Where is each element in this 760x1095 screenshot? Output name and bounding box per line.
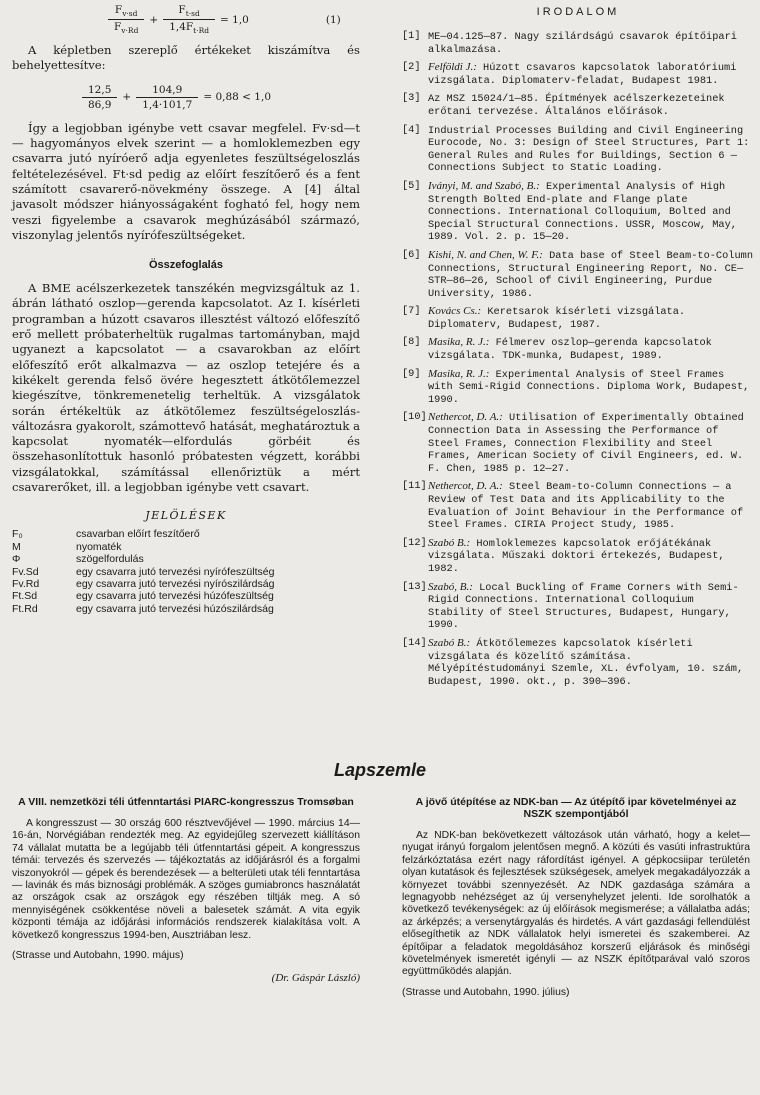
news-title: A jövő útépítése az NDK-ban — Az útépítő ipar követelményei az NSZK szempontjából <box>415 796 737 820</box>
formula-2-term-2: $\frac{104,9}{1,4\cdot 101,7}$ <box>136 84 198 111</box>
news-source: (Strasse und Autobahn, 1990. július) <box>402 986 570 998</box>
reference-item: [4] Industrial Processes Building and Civil Engineering Eurocode, No. 3: Design of Steel Structures, Part 1: General Rules and Rules for Buildings, Section 6 — Connections Subject to Static Loading. <box>402 123 750 175</box>
reference-item: [1] ME—04.125—87. Nagy szilárdságú csavarok építőipari alkalmazása. <box>402 30 737 56</box>
references-heading: IRODALOM <box>536 6 620 18</box>
formula-2: $\frac{12,5}{86,9}$ + $\frac{104,9}{1,4\cdot 101,7}$ = 0,88 < 1,0 <box>82 84 360 111</box>
right-column <box>402 4 754 693</box>
reference-item: [9] Masika, R. J.: Experimental Analysis of Steel Frames with Semi-Rigid Connections. Diploma Work, Budapest, 1990. <box>402 367 750 406</box>
result-paragraph: Így a legjobban igénybe vett csavar megfelel. Fv·sd—t — hagyományos elvek szerint — a homloklemezben egy csavarra jutó nyíróerő adja egyenletes feszültségeloszlás feltételezésével. Ft·sd pedig az előírt feszítőerő és a fent számított csavarerő-növekmény összege. A [4] által javasolt módszer hiányosságaként fogható fel, hogy nem veszi figyelembe a csavarok meghúzásából származó, viszonylag jelentős nyírófeszültségeket. <box>12 120 360 242</box>
formula-1-term-2: $\frac{F_{t\cdot sd}}{1,4F_{t\cdot Rd}}$ <box>163 4 215 35</box>
intro-paragraph: A képletben szereplő értékeket kiszámítva és behelyettesítve: <box>12 43 360 73</box>
section-title: Lapszemle <box>333 760 427 780</box>
summary-heading: Összefoglalás <box>149 259 223 272</box>
reference-item: [2] Felföldi J.: Húzott csavaros kapcsolatok laboratóriumi vizsgálata. Diplomaterv-feladat, Budapest 1981. <box>402 61 737 87</box>
notation-heading: JELÖLÉSEK <box>145 509 227 523</box>
left-column <box>12 4 360 615</box>
reference-item: [12] Szabó B.: Homloklemezes kapcsolatok erőjátékának vizsgálata. Műszaki doktori értekezés, Budapest, 1982. <box>402 536 725 575</box>
news-title: A VIII. nemzetközi téli útfenntartási PIARC-kongresszus Tromsøban <box>18 796 354 808</box>
notation-row: Fv.Sd egy csavarra jutó tervezési nyírófeszültség <box>12 565 275 578</box>
notation-row: Ft.Sd egy csavarra jutó tervezési húzófeszültség <box>12 590 274 603</box>
notation-row: Ft.Rd egy csavarra jutó tervezési húzószilárdság <box>12 602 274 615</box>
reference-item: [14] Szabó B.: Átkötőlemezes kapcsolatok kísérleti vizsgálata és közelítő számítása. Mélyépítéstudományi Szemle, XL. évfolyam, 10. szám, Budapest, 1990. okt., p. 390—396. <box>402 636 744 688</box>
summary-paragraph: A BME acélszerkezetek tanszékén megvizsgáltuk az 1. ábrán látható oszlop—gerenda kapcsolatot. Az I. kísérleti programban a húzott csavaros illesztést változó előfeszítő erő mellett próbaterheltük rugalmas tartományban, majd ugyanezt a kapcsolatot — a csavarokban az előírt előfeszítő erőt alkalmazva — az oszlop tetejére és a kikékelt gerenda felső övére hegesztett átkötőlemezzel kiegészítve, tönkremenetelig terheltük. A vizsgálatok során értékeltük az átkötőlemez feszültségeloszlás-változásra gyakorolt, számottevő hatását, meghatároztuk a kapcsolat nyomaték—elfordulás görbéit és összehasonlítottuk hasonló próbatesten végzett, korábbi vizsgálatokkal, számítással ellenőriztük a mért csavarerőket, ill. a legjobban igénybe vett csavart. <box>12 281 360 495</box>
reference-list <box>402 30 754 688</box>
news-source: (Strasse und Autobahn, 1990. május) <box>12 950 184 962</box>
notation-row: F₀ csavarban előírt feszítőerő <box>12 528 200 541</box>
news-body: A kongresszust — 30 ország 600 résztvevőjével — 1990. március 14—16-án, Norvégiában rendezték meg. Az egyidejűleg szervezett kiállításon 74 vállalat mutatta be a legújabb téli útfenntartási gépeit. A kongresszus témái: tervezés és szervezés — tájékoztatás az időjárásról és a forgalmi viszonyokról — gépek és berendezések — a belterületi utak téli fenntartása — lavinák és más biznosági problémák. A szöges gumiabroncs használatát az országok csak az országok egy részében tiltják meg. A só mennyiségének csökkentése növeli a balesetek számát. A vita egyik központi témája az időjárási információs rendszerek kialakítása volt. A következő kongresszus 1994-ben, Ausztriában lesz. <box>12 818 360 941</box>
formula-1: $\frac{F_{v\cdot sd}}{F_{v\cdot Rd}}$ + $\frac{F_{t\cdot sd}}{1,4F_{t\cdot Rd}}$ = 1,0 (1) <box>108 4 360 35</box>
reference-item: [8] Masika, R. J.: Félmerev oszlop—gerenda kapcsolatok vizsgálata. TDK-munka, Budapest, 1989. <box>402 336 712 363</box>
notation-row: M nyomaték <box>12 540 122 553</box>
news-article-left <box>12 796 360 984</box>
reference-item: [3] Az MSZ 15024/1—85. Építmények acélszerkezeteinek erőtani tervezése. Általános előírások. <box>402 92 725 118</box>
equation-number: (1) <box>325 13 341 26</box>
reference-item: [5] Iványi, M. and Szabó, B.: Experimental Analysis of High Strength Bolted End-plate and Flange plate Connections. International Colloquium, Bolted and Special Structural Connections. USSR, Moscow, May, 1989. Vol. 2. p. 15—20. <box>402 179 737 244</box>
news-author: (Dr. Gáspár László) <box>271 972 360 985</box>
notation-row: Φ szögelfordulás <box>12 553 144 566</box>
formula-1-term-1: $\frac{F_{v\cdot sd}}{F_{v\cdot Rd}}$ <box>108 4 144 35</box>
reference-item: [11] Nethercot, D. A.: Steel Beam-to-Column Connections — a Review of Test Data and its Applicability to the Evaluation of Joint Behaviour in the Performance of Steel Frames. CIRIA Project Study, 1985. <box>402 480 744 532</box>
news-body: Az NDK-ban bekövetkezett változások után várható, hogy a kelet—nyugat irányú forgalom jelentősen megnő. A közúti és vasúti infrastruktúra felzárkóztatása ezért nagy ráfordítást igényel. A gépkocsiipar területén olyan kutatások és fejlesztések szükségesek, amelyek megakadályozzák a környezet további szennyezését. Az NDK gazdasága számára a legnagyobb nehézséget az új versenyhelyzet jelenti. Ide sorolhatók a következő tevékenységek: az új előírások megismerése; a vállalatba adás; az árképzés; a versenytárgyalás és hirdetés. A várt gazdasági fellendülést elősegíthetik az NDK vállalatok helyi ismeretei és szakemberei. Az építőipar a feladatok megoldásához korszerű eljárások és minőségi követelmények ismeretét igényli — az NSZK építőtparával való szoros együttműködés alapján. <box>402 830 750 978</box>
notation-row: Fv.Rd egy csavarra jutó tervezési nyírószilárdság <box>12 577 275 590</box>
reference-item: [13] Szabó, B.: Local Buckling of Frame Corners with Semi-Rigid Connections. International Colloquium Stability of Steel Structures, Budapest, Hungary, 1990. <box>402 580 739 632</box>
news-article-right <box>402 796 750 999</box>
reference-item: [6] Kishi, N. and Chen, W. F.: Data base of Steel Beam-to-Column Connections, Structural Engineering Report, No. CE—STR—86—26, School of Civil Engineering, Purdue University, 1986. <box>402 248 753 300</box>
formula-2-term-1: $\frac{12,5}{86,9}$ <box>82 84 117 111</box>
notation-table <box>12 528 274 615</box>
reference-item: [7] Kovács Cs.: Keretsarok kísérleti vizsgálata. Diplomaterv, Budapest, 1987. <box>402 305 686 331</box>
reference-item: [10] Nethercot, D. A.: Utilisation of Experimentally Obtained Connection Data in Assessing the Performance of Steel Frames, Connection Flexibility and Steel Frames, American Society of Civil Engineers, ed. W. F. Chen, 1985 p. 12—27. <box>402 411 744 475</box>
